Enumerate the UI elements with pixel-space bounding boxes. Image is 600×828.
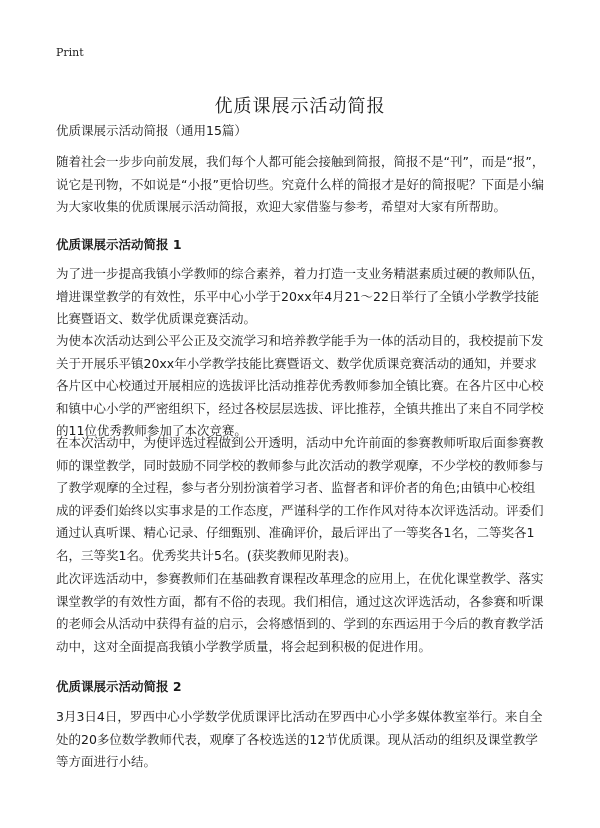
- document-subtitle: 优质课展示活动简报（通用15篇）: [56, 123, 247, 138]
- section-1-paragraph-4: 此次评选活动中，参赛教师们在基础教育课程改革理念的应用上，在优化课堂教学、落实课堂教学的有效性方面，都有不俗的表现。我们相信，通过这次评选活动，各参赛和听课的老师会从活动中获得有益的启示，会将感悟到的、学到的东西运用于今后的教育教学活动中，这对全面提高我镇小学教学质量，将会起到积极的促进作用。: [56, 571, 544, 654]
- section-2-paragraph-1: 3月3日4日，罗西中心小学数学优质课评比活动在罗西中心小学多媒体教室举行。来自全处的20多位数学教师代表，观摩了各校选送的12节优质课。现从活动的组织及课堂教学等方面进行小结。: [56, 709, 543, 769]
- section-heading-1: 优质课展示活动简报 1: [56, 237, 182, 252]
- intro-paragraph: 随着社会一步步向前发展，我们每个人都可能会接触到简报，简报不是“刊”，而是“报”，说它是刊物，不如说是“小报”更恰切些。究竟什么样的简报才是好的简报呢？下面是小编为大家收集的优质课展示活动简报，欢迎大家借鉴与参考，希望对大家有所帮助。: [56, 154, 545, 214]
- section-1-paragraph-3: 在本次活动中，为使评选过程做到公开透明，活动中允许前面的参赛教师听取后面参赛教师的课堂教学，同时鼓励不同学校的教师参与此次活动的教学观摩，不少学校的教师参与了教学观摩的全过程，参与者分别扮演着学习者、监督者和评价者的角色;由镇中心校组成的评委们始终以实事求是的工作态度，严谨科学的工作作风对待本次评选活动。评委们通过认真听课、精心记录、仔细甄别、准确评价，最后评出了一等奖各1名，二等奖各1名，三等奖1名。优秀奖共计5名。(获奖教师见附表)。: [56, 435, 544, 563]
- section-heading-2: 优质课展示活动简报 2: [56, 679, 182, 694]
- section-1-paragraph-1: 为了进一步提高我镇小学教师的综合素养，着力打造一支业务精湛素质过硬的教师队伍，增进课堂教学的有效性，乐平中心小学于20xx年4月21～22日举行了全镇小学教学技能比赛暨语文、数学优质课竞赛活动。: [56, 266, 544, 326]
- print-link[interactable]: Print: [56, 46, 84, 59]
- page-title: 优质课展示活动简报: [214, 96, 386, 118]
- section-1-paragraph-2: 为使本次活动达到公平公正及交流学习和培养教学能手为一体的活动目的，我校提前下发关于开展乐平镇20xx年小学教学技能比赛暨语文、数学优质课竞赛活动的通知，并要求各片区中心校通过开展相应的选拔评比活动推荐优秀教师参加全镇比赛。在各片区中心校和镇中心小学的严密组织下，经过各校层层选拔、评比推荐，全镇共推出了来自不同学校的11位优秀教师参加了本次竞赛。: [56, 333, 544, 438]
